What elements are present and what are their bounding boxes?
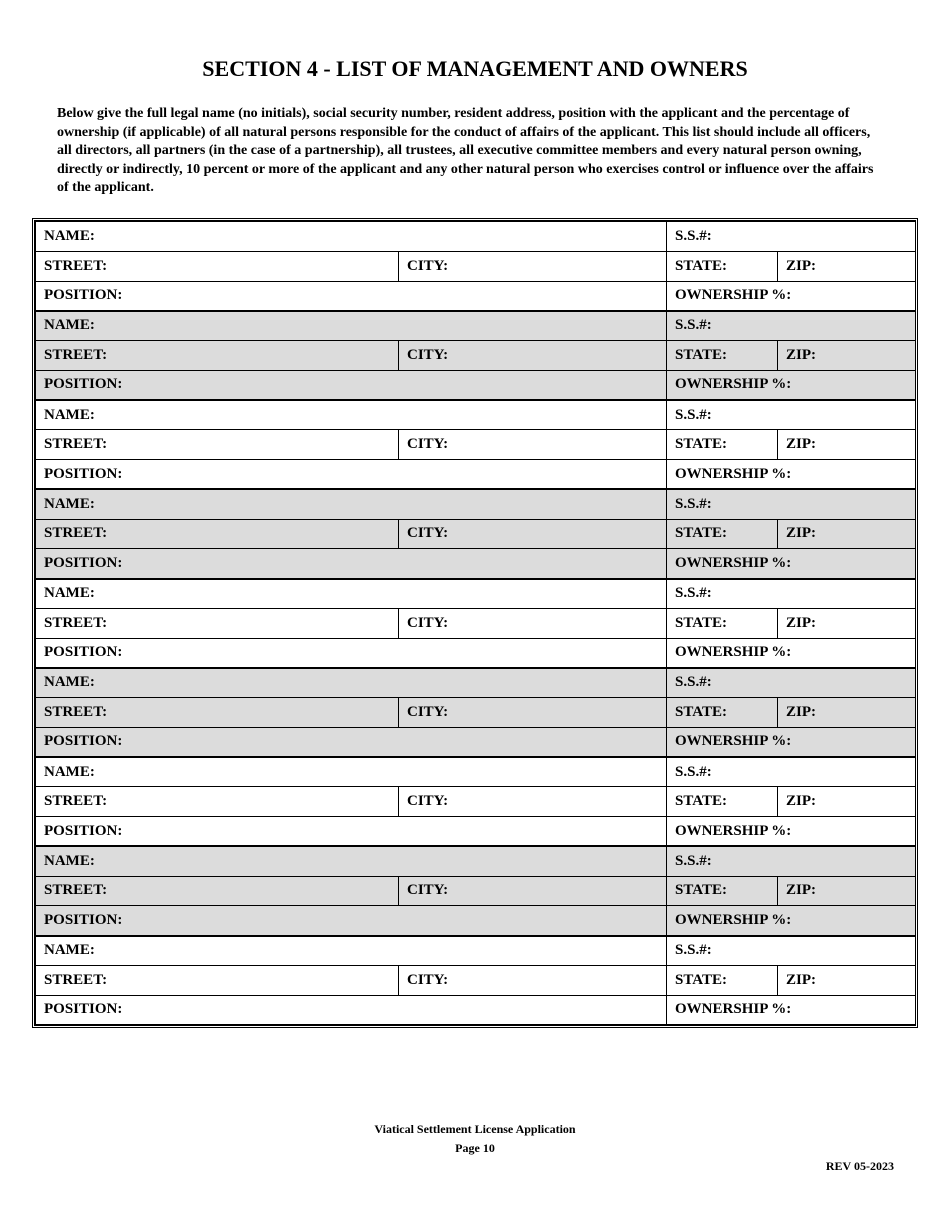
position-field[interactable]: POSITION: [36, 727, 667, 757]
address-row [36, 251, 916, 281]
position-field[interactable]: POSITION: [36, 549, 667, 579]
street-field[interactable]: STREET: [36, 876, 399, 906]
footer-revision: REV 05-2023 [825, 1159, 894, 1173]
position-field[interactable]: POSITION: [36, 281, 667, 311]
zip-field[interactable]: ZIP: [778, 608, 916, 638]
state-field[interactable]: STATE: [667, 608, 778, 638]
zip-field[interactable]: ZIP: [778, 965, 916, 995]
zip-field[interactable]: ZIP: [778, 698, 916, 728]
position-row [36, 281, 916, 311]
city-field[interactable]: CITY: [399, 519, 667, 549]
state-field[interactable]: STATE: [667, 519, 778, 549]
name-field[interactable]: NAME: [36, 489, 667, 519]
state-field[interactable]: STATE: [667, 876, 778, 906]
position-field[interactable]: POSITION: [36, 638, 667, 668]
city-field[interactable]: CITY: [399, 430, 667, 460]
zip-field[interactable]: ZIP: [778, 519, 916, 549]
ssn-field[interactable]: S.S.#: [667, 668, 916, 698]
ownership-field[interactable]: OWNERSHIP %: [667, 549, 916, 579]
zip-field[interactable]: ZIP: [778, 787, 916, 817]
state-field[interactable]: STATE: [667, 341, 778, 371]
state-field[interactable]: STATE: [667, 787, 778, 817]
address-row [36, 430, 916, 460]
name-field[interactable]: NAME: [36, 311, 667, 341]
street-field[interactable]: STREET: [36, 519, 399, 549]
ssn-field[interactable]: S.S.#: [667, 311, 916, 341]
ownership-field[interactable]: OWNERSHIP %: [667, 281, 916, 311]
city-field[interactable]: CITY: [399, 876, 667, 906]
ssn-field[interactable]: S.S.#: [667, 222, 916, 252]
address-row [36, 608, 916, 638]
position-row [36, 370, 916, 400]
position-row [36, 817, 916, 847]
street-field[interactable]: STREET: [36, 787, 399, 817]
entries-body [36, 222, 916, 1025]
ownership-field[interactable]: OWNERSHIP %: [667, 817, 916, 847]
street-field[interactable]: STREET: [36, 965, 399, 995]
name-row [36, 668, 916, 698]
position-field[interactable]: POSITION: [36, 906, 667, 936]
footer-page-number: Page 10 [455, 1141, 495, 1155]
position-row [36, 638, 916, 668]
position-field[interactable]: POSITION: [36, 370, 667, 400]
zip-field[interactable]: ZIP: [778, 251, 916, 281]
name-field[interactable]: NAME: [36, 668, 667, 698]
ownership-field[interactable]: OWNERSHIP %: [667, 906, 916, 936]
name-field[interactable]: NAME: [36, 579, 667, 609]
footer-form-title: Viatical Settlement License Application [374, 1122, 576, 1136]
section-title: SECTION 4 - LIST OF MANAGEMENT AND OWNERS [202, 56, 748, 81]
address-row [36, 519, 916, 549]
address-row [36, 787, 916, 817]
position-field[interactable]: POSITION: [36, 460, 667, 490]
street-field[interactable]: STREET: [36, 608, 399, 638]
ownership-field[interactable]: OWNERSHIP %: [667, 995, 916, 1025]
address-row [36, 876, 916, 906]
city-field[interactable]: CITY: [399, 341, 667, 371]
position-row [36, 995, 916, 1025]
name-field[interactable]: NAME: [36, 936, 667, 966]
name-row [36, 400, 916, 430]
city-field[interactable]: CITY: [399, 608, 667, 638]
ownership-field[interactable]: OWNERSHIP %: [667, 727, 916, 757]
ssn-field[interactable]: S.S.#: [667, 936, 916, 966]
position-field[interactable]: POSITION: [36, 995, 667, 1025]
name-row [36, 846, 916, 876]
state-field[interactable]: STATE: [667, 430, 778, 460]
address-row [36, 965, 916, 995]
ssn-field[interactable]: S.S.#: [667, 489, 916, 519]
zip-field[interactable]: ZIP: [778, 430, 916, 460]
ssn-field[interactable]: S.S.#: [667, 579, 916, 609]
state-field[interactable]: STATE: [667, 965, 778, 995]
position-row [36, 727, 916, 757]
ownership-field[interactable]: OWNERSHIP %: [667, 370, 916, 400]
city-field[interactable]: CITY: [399, 965, 667, 995]
name-row [36, 757, 916, 787]
ownership-field[interactable]: OWNERSHIP %: [667, 460, 916, 490]
management-owners-table [32, 218, 918, 1028]
ssn-field[interactable]: S.S.#: [667, 757, 916, 787]
street-field[interactable]: STREET: [36, 341, 399, 371]
zip-field[interactable]: ZIP: [778, 876, 916, 906]
address-row [36, 341, 916, 371]
state-field[interactable]: STATE: [667, 251, 778, 281]
name-field[interactable]: NAME: [36, 400, 667, 430]
ownership-field[interactable]: OWNERSHIP %: [667, 638, 916, 668]
name-row [36, 222, 916, 252]
city-field[interactable]: CITY: [399, 698, 667, 728]
ssn-field[interactable]: S.S.#: [667, 846, 916, 876]
street-field[interactable]: STREET: [36, 698, 399, 728]
address-row [36, 698, 916, 728]
zip-field[interactable]: ZIP: [778, 341, 916, 371]
name-row [36, 936, 916, 966]
name-field[interactable]: NAME: [36, 757, 667, 787]
state-field[interactable]: STATE: [667, 698, 778, 728]
name-field[interactable]: NAME: [36, 222, 667, 252]
street-field[interactable]: STREET: [36, 430, 399, 460]
city-field[interactable]: CITY: [399, 251, 667, 281]
name-row [36, 489, 916, 519]
name-field[interactable]: NAME: [36, 846, 667, 876]
ssn-field[interactable]: S.S.#: [667, 400, 916, 430]
name-row [36, 311, 916, 341]
instructions-text: Below give the full legal name (no initials), social security number, resident address, position with the applicant and the percentage of ownership (if applicable) of all natural persons responsible for the conduct of affairs of the applicant. This list should include all officers, all directors, all partners (in the case of a partnership), all trustees, all executive committee members and every natural person owning, directly or indirectly, 10 percent or more of the applicant and any other natural person who exercises control or influence over the affairs of the applicant. [57, 106, 874, 195]
street-field[interactable]: STREET: [36, 251, 399, 281]
position-row [36, 906, 916, 936]
position-row [36, 460, 916, 490]
position-field[interactable]: POSITION: [36, 817, 667, 847]
city-field[interactable]: CITY: [399, 787, 667, 817]
position-row [36, 549, 916, 579]
name-row [36, 579, 916, 609]
